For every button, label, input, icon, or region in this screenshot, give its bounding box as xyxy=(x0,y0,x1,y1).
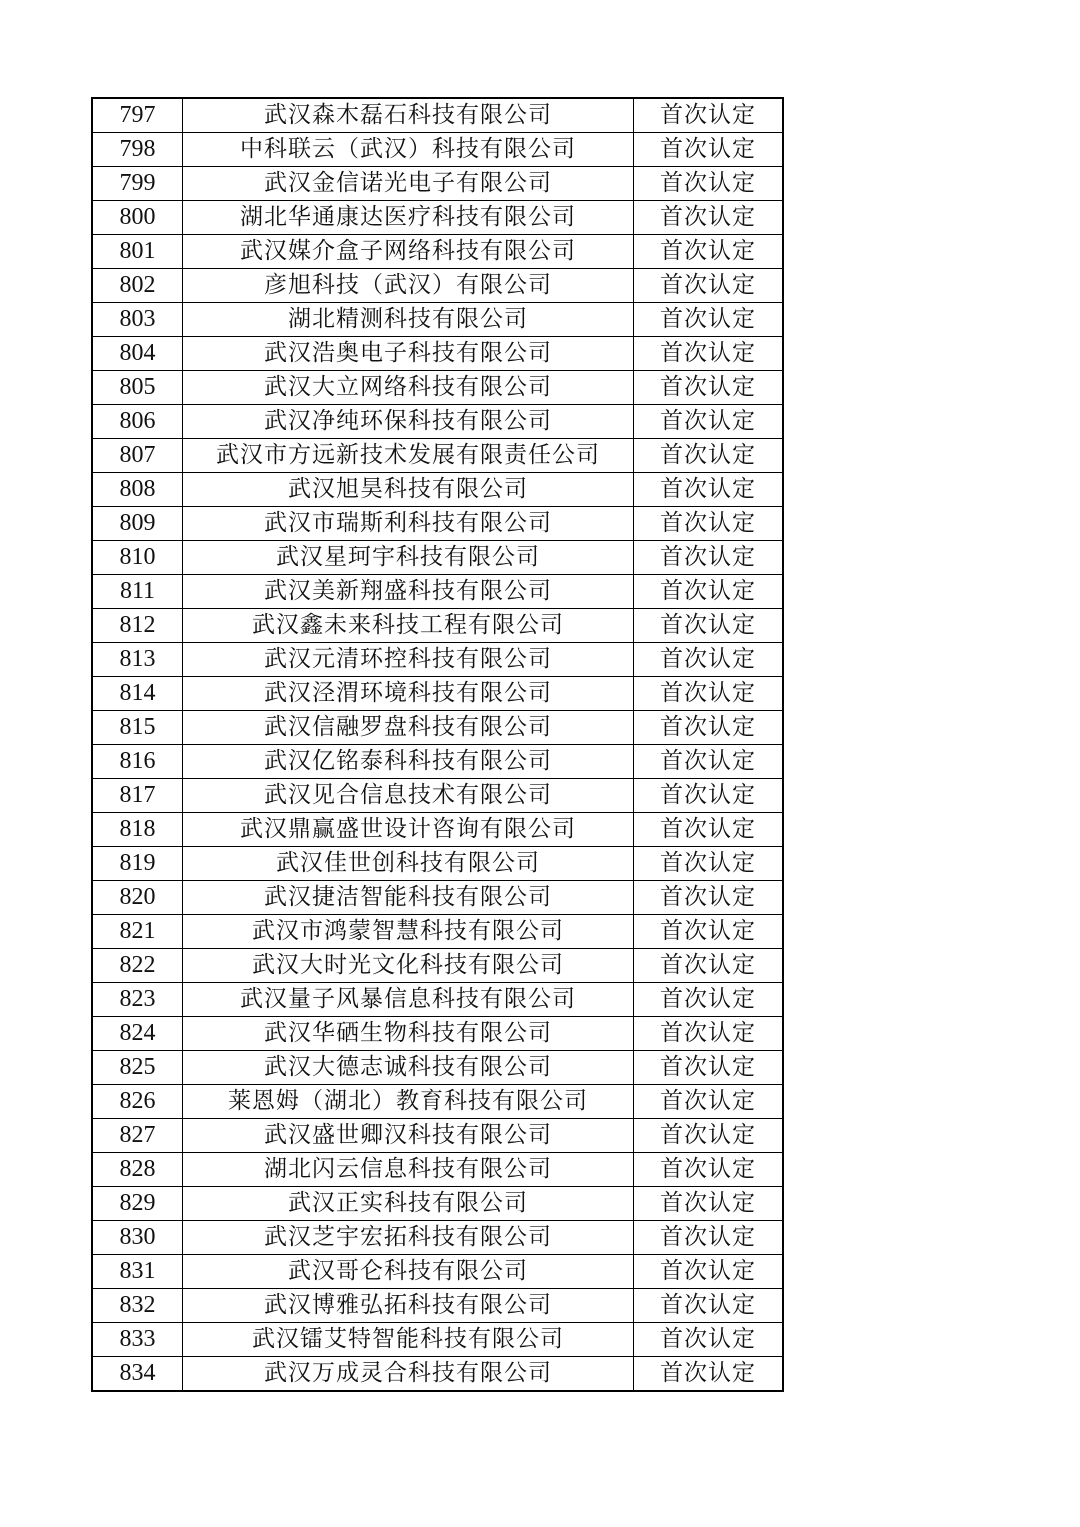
company-name-cell: 莱恩姆（湖北）教育科技有限公司 xyxy=(183,1085,634,1119)
table-row xyxy=(92,1221,783,1255)
row-number-cell: 824 xyxy=(92,1017,183,1051)
table-row xyxy=(92,881,783,915)
table-row xyxy=(92,473,783,507)
certification-status-cell: 首次认定 xyxy=(634,1051,784,1085)
company-name-cell: 武汉量子风暴信息科技有限公司 xyxy=(183,983,634,1017)
row-number-cell: 814 xyxy=(92,677,183,711)
row-number-cell: 828 xyxy=(92,1153,183,1187)
certification-status-cell: 首次认定 xyxy=(634,1119,784,1153)
company-name-cell: 武汉亿铭泰科科技有限公司 xyxy=(183,745,634,779)
certification-status-cell: 首次认定 xyxy=(634,1187,784,1221)
certification-status-cell: 首次认定 xyxy=(634,575,784,609)
company-name-cell: 武汉市方远新技术发展有限责任公司 xyxy=(183,439,634,473)
table-row xyxy=(92,235,783,269)
certification-status-cell: 首次认定 xyxy=(634,1017,784,1051)
certification-status-cell: 首次认定 xyxy=(634,269,784,303)
table-row xyxy=(92,609,783,643)
certification-status-cell: 首次认定 xyxy=(634,609,784,643)
company-list-body xyxy=(92,98,783,1391)
row-number-cell: 810 xyxy=(92,541,183,575)
table-row xyxy=(92,1357,783,1392)
company-name-cell: 武汉星珂宇科技有限公司 xyxy=(183,541,634,575)
certification-status-cell: 首次认定 xyxy=(634,643,784,677)
company-name-cell: 湖北闪云信息科技有限公司 xyxy=(183,1153,634,1187)
table-row xyxy=(92,405,783,439)
row-number-cell: 833 xyxy=(92,1323,183,1357)
row-number-cell: 797 xyxy=(92,98,183,133)
row-number-cell: 830 xyxy=(92,1221,183,1255)
table-row xyxy=(92,779,783,813)
table-row xyxy=(92,1017,783,1051)
certification-status-cell: 首次认定 xyxy=(634,201,784,235)
certification-status-cell: 首次认定 xyxy=(634,1357,784,1392)
table-row xyxy=(92,167,783,201)
certification-status-cell: 首次认定 xyxy=(634,1323,784,1357)
company-name-cell: 武汉哥仑科技有限公司 xyxy=(183,1255,634,1289)
certification-status-cell: 首次认定 xyxy=(634,881,784,915)
certification-status-cell: 首次认定 xyxy=(634,813,784,847)
certification-status-cell: 首次认定 xyxy=(634,473,784,507)
table-row xyxy=(92,269,783,303)
company-name-cell: 武汉浩奥电子科技有限公司 xyxy=(183,337,634,371)
table-row xyxy=(92,133,783,167)
row-number-cell: 823 xyxy=(92,983,183,1017)
table-row xyxy=(92,1051,783,1085)
row-number-cell: 825 xyxy=(92,1051,183,1085)
company-name-cell: 彦旭科技（武汉）有限公司 xyxy=(183,269,634,303)
row-number-cell: 812 xyxy=(92,609,183,643)
certification-status-cell: 首次认定 xyxy=(634,915,784,949)
table-row xyxy=(92,1119,783,1153)
row-number-cell: 799 xyxy=(92,167,183,201)
certification-status-cell: 首次认定 xyxy=(634,983,784,1017)
certification-status-cell: 首次认定 xyxy=(634,711,784,745)
table-row xyxy=(92,983,783,1017)
table-row xyxy=(92,1153,783,1187)
row-number-cell: 832 xyxy=(92,1289,183,1323)
company-name-cell: 武汉信融罗盘科技有限公司 xyxy=(183,711,634,745)
company-name-cell: 武汉大时光文化科技有限公司 xyxy=(183,949,634,983)
company-name-cell: 武汉芝宇宏拓科技有限公司 xyxy=(183,1221,634,1255)
certification-status-cell: 首次认定 xyxy=(634,371,784,405)
certification-status-cell: 首次认定 xyxy=(634,1255,784,1289)
table-row xyxy=(92,507,783,541)
company-name-cell: 武汉大立网络科技有限公司 xyxy=(183,371,634,405)
company-name-cell: 武汉美新翔盛科技有限公司 xyxy=(183,575,634,609)
table-row xyxy=(92,337,783,371)
row-number-cell: 811 xyxy=(92,575,183,609)
company-name-cell: 武汉大德志诚科技有限公司 xyxy=(183,1051,634,1085)
row-number-cell: 800 xyxy=(92,201,183,235)
certification-status-cell: 首次认定 xyxy=(634,949,784,983)
company-name-cell: 武汉元清环控科技有限公司 xyxy=(183,643,634,677)
certification-status-cell: 首次认定 xyxy=(634,1085,784,1119)
certification-status-cell: 首次认定 xyxy=(634,167,784,201)
table-row xyxy=(92,813,783,847)
row-number-cell: 813 xyxy=(92,643,183,677)
company-name-cell: 武汉净纯环保科技有限公司 xyxy=(183,405,634,439)
certification-status-cell: 首次认定 xyxy=(634,1221,784,1255)
company-name-cell: 武汉市瑞斯利科技有限公司 xyxy=(183,507,634,541)
company-name-cell: 中科联云（武汉）科技有限公司 xyxy=(183,133,634,167)
row-number-cell: 803 xyxy=(92,303,183,337)
table-row xyxy=(92,949,783,983)
row-number-cell: 829 xyxy=(92,1187,183,1221)
row-number-cell: 821 xyxy=(92,915,183,949)
row-number-cell: 815 xyxy=(92,711,183,745)
row-number-cell: 817 xyxy=(92,779,183,813)
certification-status-cell: 首次认定 xyxy=(634,235,784,269)
certification-status-cell: 首次认定 xyxy=(634,439,784,473)
certification-status-cell: 首次认定 xyxy=(634,847,784,881)
company-name-cell: 武汉鑫未来科技工程有限公司 xyxy=(183,609,634,643)
table-row xyxy=(92,1289,783,1323)
company-name-cell: 湖北精测科技有限公司 xyxy=(183,303,634,337)
table-row xyxy=(92,439,783,473)
certification-status-cell: 首次认定 xyxy=(634,745,784,779)
company-name-cell: 武汉旭昊科技有限公司 xyxy=(183,473,634,507)
row-number-cell: 809 xyxy=(92,507,183,541)
certification-status-cell: 首次认定 xyxy=(634,541,784,575)
table-row xyxy=(92,1255,783,1289)
company-name-cell: 武汉正实科技有限公司 xyxy=(183,1187,634,1221)
row-number-cell: 819 xyxy=(92,847,183,881)
table-row xyxy=(92,1085,783,1119)
row-number-cell: 826 xyxy=(92,1085,183,1119)
company-name-cell: 武汉佳世创科技有限公司 xyxy=(183,847,634,881)
certification-status-cell: 首次认定 xyxy=(634,677,784,711)
table-row xyxy=(92,711,783,745)
certification-status-cell: 首次认定 xyxy=(634,405,784,439)
row-number-cell: 798 xyxy=(92,133,183,167)
company-name-cell: 武汉泾渭环境科技有限公司 xyxy=(183,677,634,711)
table-row xyxy=(92,371,783,405)
table-row xyxy=(92,303,783,337)
row-number-cell: 822 xyxy=(92,949,183,983)
company-name-cell: 武汉森木磊石科技有限公司 xyxy=(183,98,634,133)
row-number-cell: 802 xyxy=(92,269,183,303)
row-number-cell: 831 xyxy=(92,1255,183,1289)
company-name-cell: 武汉媒介盒子网络科技有限公司 xyxy=(183,235,634,269)
row-number-cell: 816 xyxy=(92,745,183,779)
company-name-cell: 武汉盛世卿汉科技有限公司 xyxy=(183,1119,634,1153)
row-number-cell: 808 xyxy=(92,473,183,507)
company-name-cell: 武汉市鸿蒙智慧科技有限公司 xyxy=(183,915,634,949)
company-name-cell: 湖北华通康达医疗科技有限公司 xyxy=(183,201,634,235)
table-row xyxy=(92,677,783,711)
table-row xyxy=(92,643,783,677)
table-row xyxy=(92,1323,783,1357)
certification-status-cell: 首次认定 xyxy=(634,779,784,813)
row-number-cell: 806 xyxy=(92,405,183,439)
row-number-cell: 818 xyxy=(92,813,183,847)
company-name-cell: 武汉镭艾特智能科技有限公司 xyxy=(183,1323,634,1357)
company-name-cell: 武汉博雅弘拓科技有限公司 xyxy=(183,1289,634,1323)
table-row xyxy=(92,847,783,881)
certification-status-cell: 首次认定 xyxy=(634,98,784,133)
row-number-cell: 834 xyxy=(92,1357,183,1392)
company-name-cell: 武汉华硒生物科技有限公司 xyxy=(183,1017,634,1051)
company-name-cell: 武汉万成灵合科技有限公司 xyxy=(183,1357,634,1392)
row-number-cell: 801 xyxy=(92,235,183,269)
row-number-cell: 827 xyxy=(92,1119,183,1153)
certification-status-cell: 首次认定 xyxy=(634,1289,784,1323)
table-row xyxy=(92,915,783,949)
certification-status-cell: 首次认定 xyxy=(634,303,784,337)
table-row xyxy=(92,575,783,609)
certification-status-cell: 首次认定 xyxy=(634,133,784,167)
table-row xyxy=(92,1187,783,1221)
row-number-cell: 804 xyxy=(92,337,183,371)
company-name-cell: 武汉捷洁智能科技有限公司 xyxy=(183,881,634,915)
company-list-table xyxy=(91,97,784,1392)
row-number-cell: 805 xyxy=(92,371,183,405)
certification-status-cell: 首次认定 xyxy=(634,507,784,541)
table-row xyxy=(92,201,783,235)
company-name-cell: 武汉见合信息技术有限公司 xyxy=(183,779,634,813)
certification-status-cell: 首次认定 xyxy=(634,1153,784,1187)
table-row xyxy=(92,98,783,133)
company-name-cell: 武汉鼎赢盛世设计咨询有限公司 xyxy=(183,813,634,847)
company-name-cell: 武汉金信诺光电子有限公司 xyxy=(183,167,634,201)
row-number-cell: 820 xyxy=(92,881,183,915)
row-number-cell: 807 xyxy=(92,439,183,473)
table-row xyxy=(92,541,783,575)
certification-status-cell: 首次认定 xyxy=(634,337,784,371)
table-row xyxy=(92,745,783,779)
